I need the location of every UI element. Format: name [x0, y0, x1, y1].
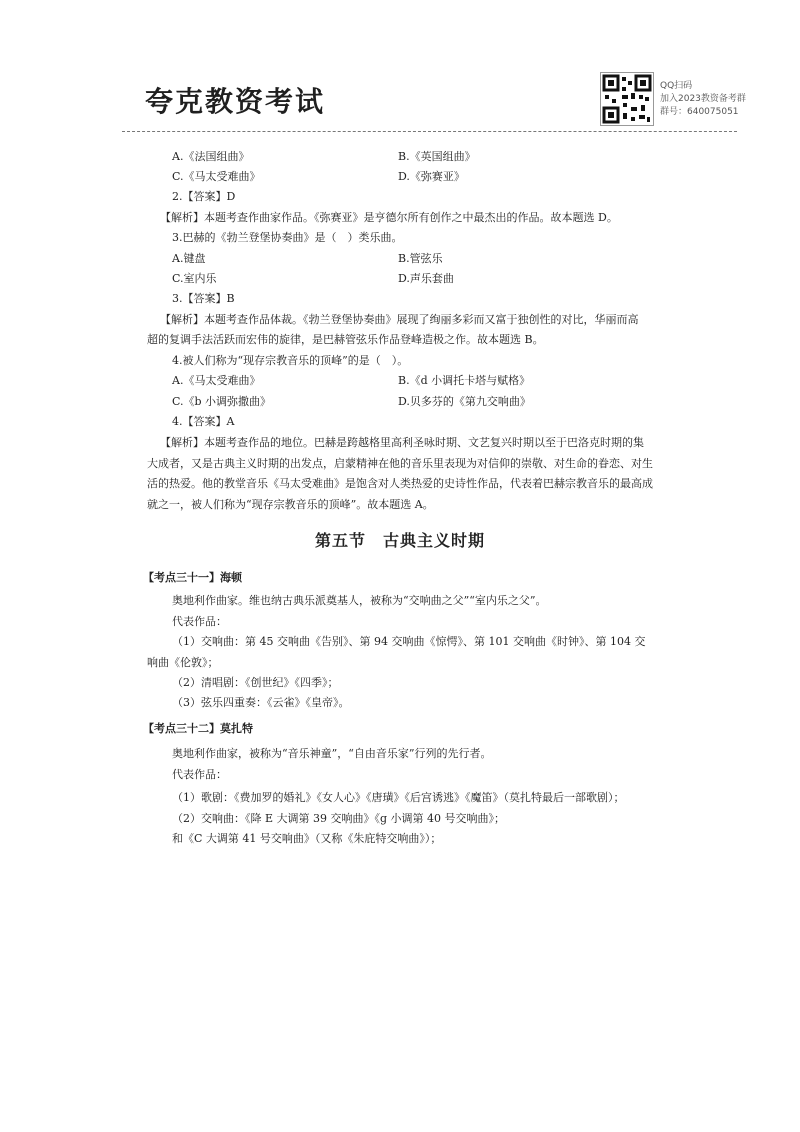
- kp31-works-label: 代表作品：: [172, 615, 227, 628]
- q4-option-a: A.《马太受难曲》: [172, 374, 261, 387]
- q4-analysis-line: 活的热爱。他的教堂音乐《马太受难曲》是饱含对人类热爱的史诗性作品，代表着巴赫宗教音乐的最高成: [147, 477, 653, 490]
- q2-option-b: B.《英国组曲》: [398, 150, 476, 163]
- q3-analysis-line: 超的复调手法活跃而宏伟的旋律，是巴赫管弦乐作品登峰造极之作。故本题选 B。: [147, 333, 544, 346]
- kp31-item: 响曲《伦敦》；: [147, 656, 219, 669]
- q3-option-d: D.声乐套曲: [398, 272, 454, 285]
- q3-question: 3.巴赫的《勃兰登堡协奏曲》是（ ）类乐曲。: [172, 231, 403, 244]
- q2-answer: 2.【答案】D: [172, 190, 236, 203]
- kp32-item: （2）交响曲：《降 E 大调第 39 交响曲》《g 小调第 40 号交响曲》；: [172, 812, 506, 825]
- q3-option-c: C.室内乐: [172, 272, 217, 285]
- kp31-item: （3）弦乐四重奏：《云雀》《皇帝》。: [172, 696, 350, 709]
- q4-option-b: B.《d 小调托卡塔与赋格》: [398, 374, 531, 387]
- header-divider: [122, 131, 737, 132]
- kp31-title: 【考点三十一】海顿: [143, 571, 242, 584]
- q2-option-a: A.《法国组曲》: [172, 150, 250, 163]
- qr-caption: [660, 80, 746, 119]
- q3-analysis-line: 【解析】本题考查作品体裁。《勃兰登堡协奏曲》展现了绚丽多彩而又富于独创性的对比，华丽而高: [160, 313, 639, 326]
- kp32-item: （1）歌剧：《费加罗的婚礼》《女人心》《唐璜》《后宫诱逃》《魔笛》（莫扎特最后一部歌剧）；: [172, 791, 625, 804]
- q2-analysis: 【解析】本题考查作曲家作品。《弥赛亚》是亨德尔所有创作之中最杰出的作品。故本题选 D。: [160, 211, 618, 224]
- q4-option-c: C.《b 小调弥撒曲》: [172, 395, 272, 408]
- q2-option-c: C.《马太受难曲》: [172, 170, 261, 183]
- kp32-title: 【考点三十二】莫扎特: [143, 722, 253, 735]
- qr-caption-line: 群号：640075051: [660, 107, 739, 117]
- q4-answer: 4.【答案】A: [172, 415, 235, 428]
- q4-analysis-line: 就之一，被人们称为“现存宗教音乐的顶峰”。故本题选 A。: [147, 498, 434, 511]
- q3-option-a: A.键盘: [172, 252, 206, 265]
- q4-option-d: D.贝多芬的《第九交响曲》: [398, 395, 531, 408]
- q4-analysis-line: 大成者，又是古典主义时期的出发点，启蒙精神在他的音乐里表现为对信仰的崇敬、对生命的眷恋、对生: [147, 457, 653, 470]
- q3-option-b: B.管弦乐: [398, 252, 443, 265]
- brand-logo: 夸克教资考试: [145, 85, 326, 118]
- kp32-item: 和《C 大调第 41 号交响曲》（又称《朱庇特交响曲》）；: [172, 832, 442, 845]
- kp32-intro: 奥地利作曲家，被称为“音乐神童”，“自由音乐家”行列的先行者。: [172, 747, 492, 760]
- qr-caption-line: QQ扫码: [660, 81, 693, 91]
- kp31-intro: 奥地利作曲家。维也纳古典乐派奠基人，被称为“交响曲之父”“室内乐之父”。: [172, 594, 547, 607]
- q4-question: 4.被人们称为“现存宗教音乐的顶峰”的是（ ）。: [172, 354, 409, 367]
- q4-analysis-line: 【解析】本题考查作品的地位。巴赫是跨越格里高利圣咏时期、文艺复兴时期以至于巴洛克时期的集: [160, 436, 644, 449]
- kp31-item: （2）清唱剧：《创世纪》《四季》；: [172, 676, 339, 689]
- kp32-works-label: 代表作品：: [172, 768, 227, 781]
- section-title: 第五节 古典主义时期: [314, 531, 485, 550]
- q2-option-d: D.《弥赛亚》: [398, 170, 465, 183]
- qr-code-icon: [600, 72, 654, 126]
- q3-answer: 3.【答案】B: [172, 292, 235, 305]
- kp31-item: （1）交响曲：第 45 交响曲《告别》、第 94 交响曲《惊愕》、第 101 交响曲《时钟》、第 104 交: [172, 635, 646, 648]
- qr-caption-line: 加入2023教资备考群: [660, 94, 746, 104]
